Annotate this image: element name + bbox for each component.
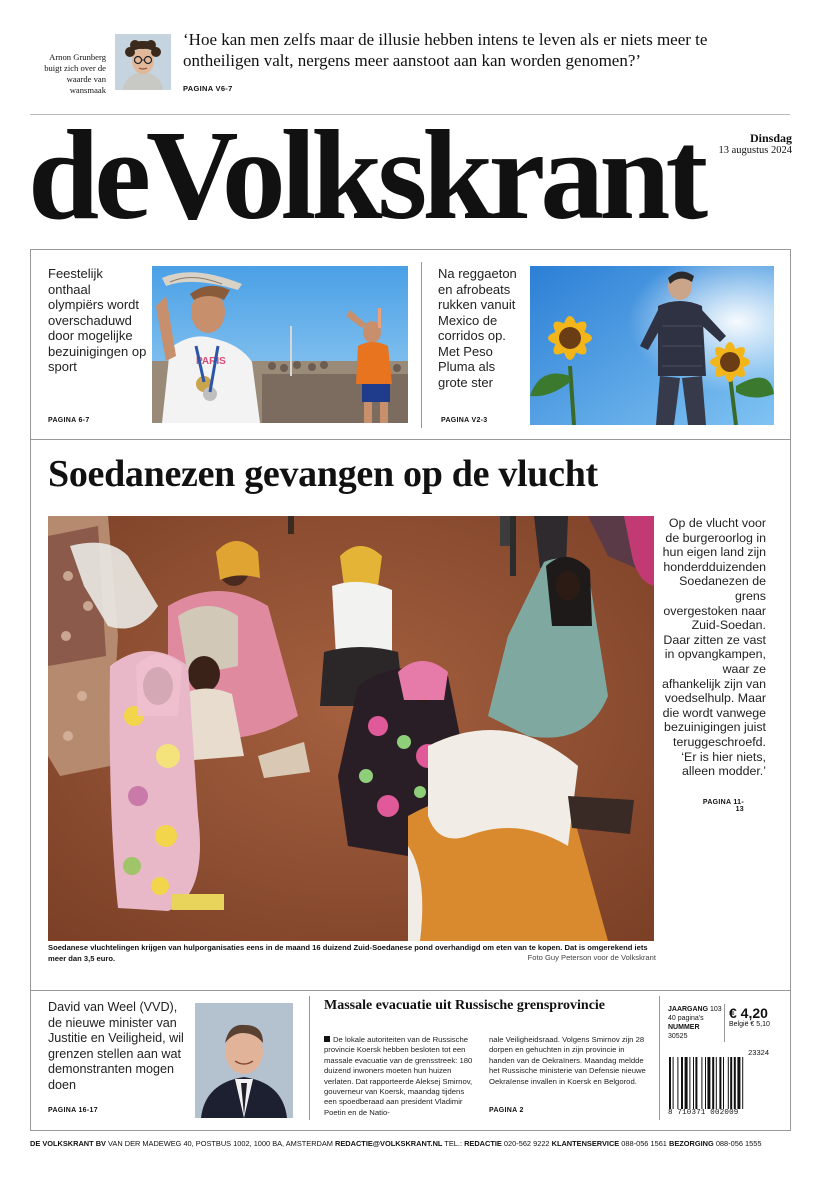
shirt-lettering: PARIS: [196, 356, 226, 367]
bullet-square-icon: [324, 1036, 330, 1042]
col-divider-top: [421, 262, 422, 428]
masthead-title: deVolkskrant: [28, 104, 704, 246]
olympics-teaser-text[interactable]: Feestelijk onthaal olympiërs wordt overschaduwd door mogelijke bezuinigingen op sport: [48, 266, 147, 374]
nummer-label: NUMMER: [668, 1024, 700, 1031]
box-left-rule: [30, 249, 31, 1131]
box-right-rule: [790, 249, 791, 1131]
barcode-bar: [689, 1057, 690, 1109]
lead-page-ref: PAGINA 11-13: [702, 799, 744, 813]
masthead[interactable]: [28, 104, 798, 246]
olympics-photo[interactable]: [152, 266, 408, 423]
page-count: 40 pagina's: [668, 1015, 704, 1022]
minister-photo[interactable]: [195, 1003, 293, 1118]
barcode-bar: [693, 1057, 694, 1109]
issue-date: 13 augustus 2024: [718, 145, 792, 156]
footer-email[interactable]: REDACTIE@VOLKSKRANT.NL: [335, 1139, 443, 1148]
barcode-bar: [737, 1057, 740, 1109]
lead-headline[interactable]: Soedanezen gevangen op de vlucht: [48, 453, 598, 495]
barcode-bar: [701, 1057, 702, 1109]
minister-page-ref: PAGINA 16-17: [48, 1107, 98, 1114]
box-bottom-rule: [30, 1130, 791, 1131]
barcode-bar: [728, 1057, 729, 1109]
row-divider-2: [30, 990, 791, 991]
barcode-bar: [669, 1057, 671, 1109]
lead-photo-credit: Foto Guy Peterson voor de Volkskrant: [527, 953, 656, 962]
footer-redactie-tel: 020-562 9222: [503, 1139, 550, 1148]
price-box: [729, 1005, 793, 1028]
barcode-number: 8 710371 002009: [668, 1109, 739, 1117]
price-divider: [724, 1004, 725, 1042]
barcode-bar: [677, 1057, 678, 1109]
footer-company: DE VOLKSKRANT BV: [30, 1139, 106, 1148]
teaser-quote[interactable]: ‘Hoe kan men zelfs maar de illusie hebben intens te leven als er niets meer te ontheiligen valt, nergens meer aanstoot aan kan worden genomen?’: [183, 30, 708, 70]
footer-klanten-label: KLANTENSERVICE: [551, 1139, 620, 1148]
col-divider-bottom-1: [309, 996, 310, 1120]
music-page-ref: PAGINA V2-3: [441, 417, 488, 424]
evacuation-headline[interactable]: Massale evacuatie uit Russische grensprovincie: [324, 998, 606, 1013]
price-belgium: België € 5,10: [729, 1021, 770, 1028]
issue-info: [668, 1005, 724, 1041]
jaargang-label: JAARGANG: [668, 1006, 709, 1013]
barcode-bar: [723, 1057, 724, 1109]
footer: [30, 1139, 800, 1148]
barcode-bar: [712, 1057, 714, 1109]
evacuation-col-1: [324, 1035, 478, 1118]
barcode-bar: [716, 1057, 717, 1109]
barcode-bar: [685, 1057, 688, 1109]
lead-intro-text[interactable]: Op de vlucht voor de burgeroorlog in hun eigen land zijn honderdduizenden Soedanezen de grens overgestoken naar Zuid-Soedan. Daar zitten ze vast in opvangkampen, waar ze afhankelijk zijn van voedselhulp. Maar die wordt vanwege bezuinigingen juist teruggeschroefd. ‘Er is hier niets, alleen modder.’: [662, 516, 767, 779]
barcode-bar: [719, 1057, 721, 1109]
music-teaser-text[interactable]: Na reggaeton en afrobeats rukken vanuit Mexico de corridos op. Met Peso Pluma als grote ster: [438, 266, 517, 390]
nummer-value: 30525: [668, 1033, 688, 1040]
price: € 4,20: [729, 1005, 768, 1021]
lead-photo[interactable]: [48, 516, 654, 941]
col-divider-bottom-2: [659, 996, 660, 1120]
teaser-byline: Arnon Grunberg buigt zich over de waarde van wansmaak: [44, 52, 106, 95]
jaargang-value: 103: [710, 1006, 722, 1013]
columnist-photo[interactable]: [115, 34, 171, 90]
footer-address: VAN DER MADEWEG 40, POSTBUS 1002, 1000 BA, AMSTERDAM: [108, 1139, 333, 1148]
music-photo[interactable]: [530, 266, 774, 425]
barcode-bar: [673, 1057, 674, 1109]
barcode-bar: [730, 1057, 732, 1109]
evacuation-text-2: nale Veiligheidsraad. Volgens Smirnov zijn 28 dorpen en gehuchten in zijn provincie in handen van de Oekraïners. Maandag meldde het Russische ministerie van Defensie nieuwe Oekraïense invallen in Koersk en Belgorod.: [489, 1035, 646, 1086]
evacuation-page-ref: PAGINA 2: [489, 1107, 524, 1114]
lead-photo-caption: Soedanese vluchtelingen krijgen van hulporganisaties eens in de maand 16 duizend Zuid-Soedanese pond overhandigd om eten van te kopen. Dat is omgerekend iets meer dan 3,5 euro.: [48, 943, 648, 963]
barcode-bar: [705, 1057, 706, 1109]
barcode-addon: 23324: [748, 1048, 769, 1057]
barcode-bar: [681, 1057, 683, 1109]
footer-klanten-tel: 088-056 1561: [621, 1139, 667, 1148]
footer-tel-label: TEL.:: [444, 1139, 463, 1148]
barcode: [669, 1057, 767, 1117]
footer-bezorging-tel: 088-056 1555: [715, 1139, 762, 1148]
teaser-page-ref: PAGINA V6-7: [183, 84, 233, 93]
barcode-bar: [734, 1057, 736, 1109]
footer-bezorging-label: BEZORGING: [668, 1139, 714, 1148]
issue-day: Dinsdag: [749, 131, 792, 145]
barcode-bar: [695, 1057, 697, 1109]
olympics-page-ref: PAGINA 6-7: [48, 417, 90, 424]
footer-redactie-label: REDACTIE: [464, 1139, 502, 1148]
box-top-rule: [30, 249, 791, 250]
barcode-bar: [707, 1057, 710, 1109]
minister-teaser-text[interactable]: David van Weel (VVD), de nieuwe minister van Justitie en Veiligheid, wil grenzen stellen aan wat demonstranten mogen doen: [48, 1000, 184, 1092]
row-divider-1: [30, 439, 791, 440]
barcode-bar: [742, 1057, 743, 1109]
evacuation-text-1: De lokale autoriteiten van de Russische provincie Koersk hebben besloten tot een massale evacuatie van de grensstreek: 180 duizend inwoners moeten hun huizen verlaten. Dat rapporteerde Aleksej Smirnov, gouverneur van Koersk, maandag tijdens een spoedberaad aan president Vladimir Poetin en de Natio-: [324, 1035, 473, 1117]
